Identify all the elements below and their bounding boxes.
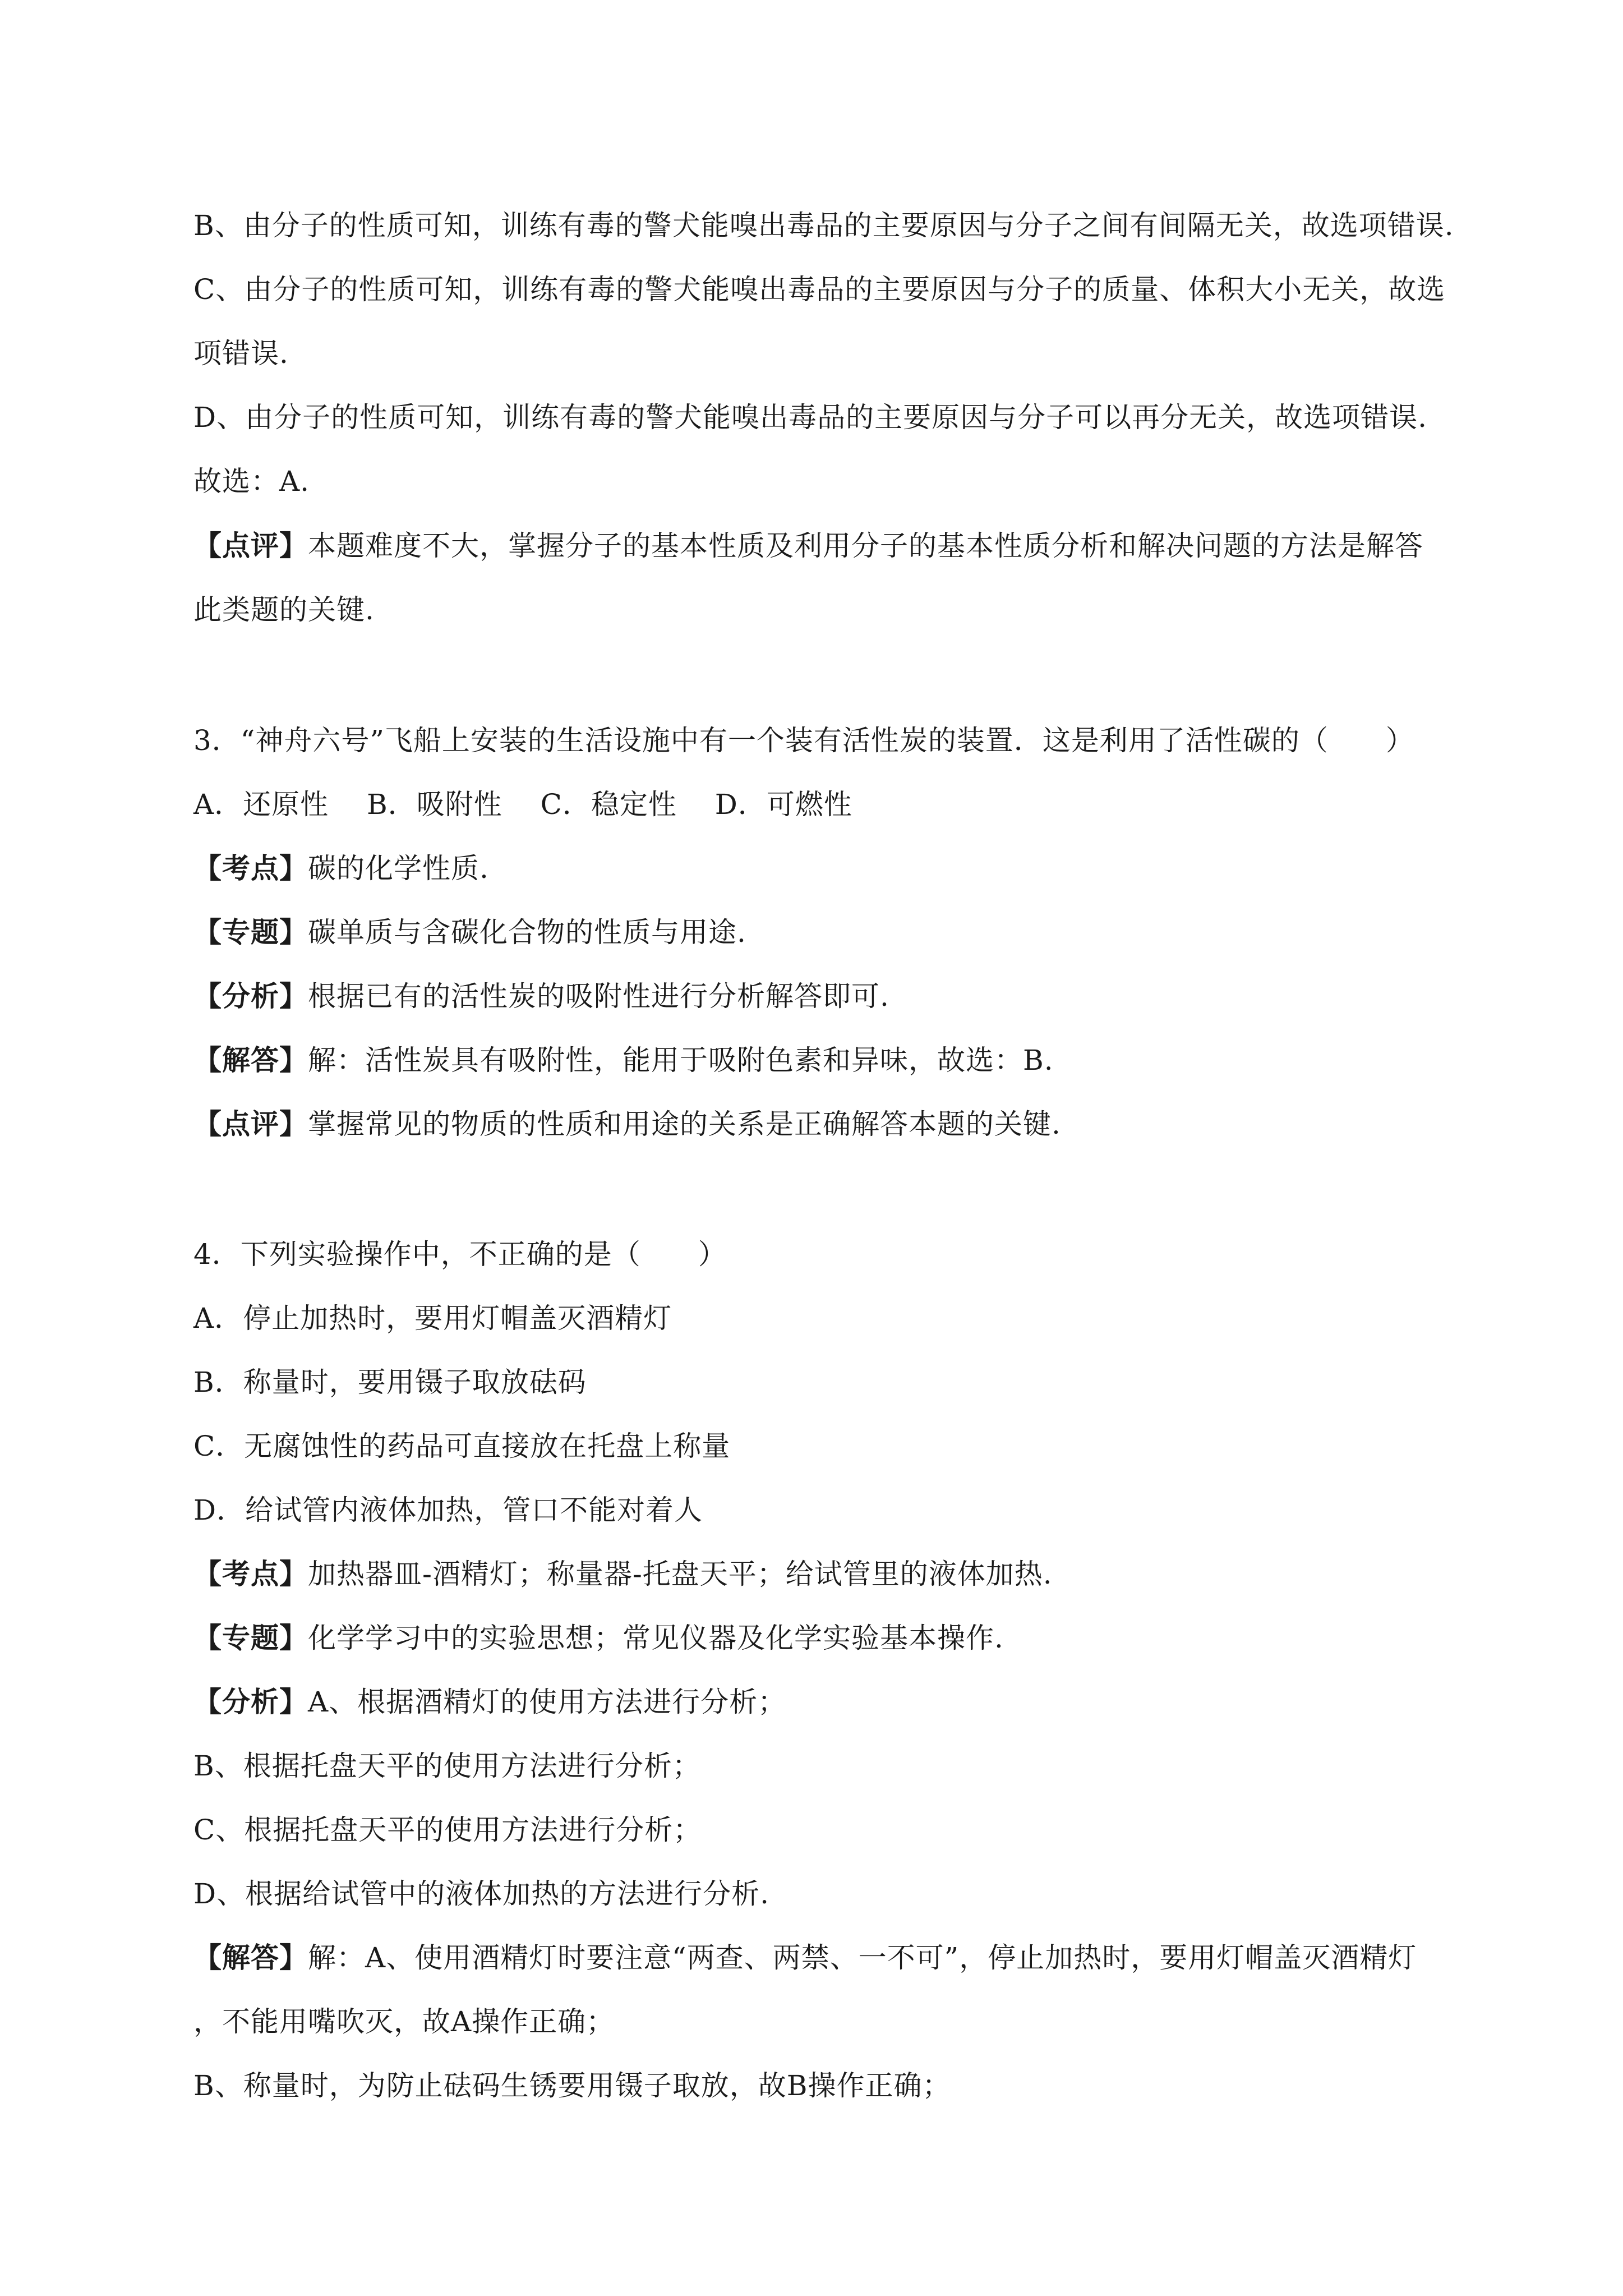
fenxi-text: A、根据酒精灯的使用方法进行分析； [308, 1686, 787, 1718]
q4-zhuanti [193, 1621, 1455, 1655]
dianping-tag: 【点评】 [193, 1107, 308, 1140]
q3-fenxi [193, 979, 1455, 1013]
q4-option-a: A．停止加热时，要用灯帽盖灭酒精灯 [193, 1302, 672, 1335]
prev-answer: 故选：A. [193, 465, 310, 498]
jieda-tag: 【解答】 [193, 1043, 308, 1076]
q3-kaodian [193, 852, 1455, 885]
q4-kaodian [193, 1557, 1455, 1591]
q4-option-c: C．无腐蚀性的药品可直接放在托盘上称量 [193, 1430, 731, 1462]
prev-option-c-analysis-line2: 项错误. [193, 337, 289, 370]
q4-option-d: D．给试管内液体加热，管口不能对着人 [193, 1494, 703, 1526]
zhuanti-text: 化学学习中的实验思想；常见仪器及化学实验基本操作. [308, 1622, 1004, 1654]
review-tag: 【点评】 [193, 529, 308, 562]
jieda-text: 解：A、使用酒精灯时要注意“两查、两禁、一不可”，停止加热时，要用灯帽盖灭酒精灯 [308, 1941, 1417, 1974]
dianping-text: 掌握常见的物质的性质和用途的关系是正确解答本题的关键. [308, 1108, 1061, 1140]
q4-fenxi [193, 1685, 1455, 1719]
fenxi-text: 根据已有的活性炭的吸附性进行分析解答即可. [308, 980, 889, 1013]
prev-option-b-analysis: B、由分子的性质可知，训练有毒的警犬能嗅出毒品的主要原因与分子之间有间隔无关，故选项错误. [193, 209, 1454, 242]
q4-fenxi-c: C、根据托盘天平的使用方法进行分析； [193, 1814, 702, 1846]
q4-fenxi-d: D、根据给试管中的液体加热的方法进行分析. [193, 1878, 769, 1910]
review-text: 本题难度不大，掌握分子的基本性质及利用分子的基本性质分析和解决问题的方法是解答 [308, 530, 1423, 562]
q4-jieda-a-line2: ，不能用嘴吹灭，故A操作正确； [193, 2005, 615, 2038]
kaodian-tag: 【考点】 [193, 1557, 308, 1590]
zhuanti-text: 碳单质与含碳化合物的性质与用途. [308, 916, 746, 949]
q4-option-b: B．称量时，要用镊子取放砝码 [193, 1366, 587, 1398]
q4-jieda-b: B、称量时，为防止砝码生锈要用镊子取放，故B操作正确； [193, 2069, 951, 2102]
jieda-tag: 【解答】 [193, 1941, 308, 1974]
kaodian-text: 加热器皿-酒精灯；称量器-托盘天平；给试管里的液体加热. [308, 1558, 1053, 1590]
q3-jieda [193, 1043, 1455, 1077]
prev-option-c-analysis-line1: C、由分子的性质可知，训练有毒的警犬能嗅出毒品的主要原因与分子的质量、体积大小无关，故选 [193, 273, 1446, 306]
fenxi-tag: 【分析】 [193, 979, 308, 1013]
q3-zhuanti [193, 915, 1455, 949]
q3-stem: 3．“神舟六号”飞船上安装的生活设施中有一个装有活性炭的装置．这是利用了活性碳的（ ） [193, 724, 1414, 757]
q4-fenxi-b: B、根据托盘天平的使用方法进行分析； [193, 1750, 701, 1782]
prev-review [193, 529, 1455, 563]
q4-stem: 4．下列实验操作中，不正确的是（ ） [193, 1238, 727, 1271]
q3-options: A．还原性 B．吸附性 C．稳定性 D．可燃性 [193, 788, 852, 821]
kaodian-tag: 【考点】 [193, 852, 308, 885]
kaodian-text: 碳的化学性质. [308, 852, 489, 885]
fenxi-tag: 【分析】 [193, 1685, 308, 1718]
q3-dianping [193, 1107, 1455, 1141]
q4-jieda [193, 1941, 1455, 1975]
jieda-text: 解：活性炭具有吸附性，能用于吸附色素和异味，故选：B. [308, 1044, 1054, 1076]
zhuanti-tag: 【专题】 [193, 915, 308, 949]
zhuanti-tag: 【专题】 [193, 1621, 308, 1654]
prev-option-d-analysis: D、由分子的性质可知，训练有毒的警犬能嗅出毒品的主要原因与分子可以再分无关，故选项错误. [193, 401, 1427, 434]
prev-review-line2: 此类题的关键. [193, 593, 375, 626]
